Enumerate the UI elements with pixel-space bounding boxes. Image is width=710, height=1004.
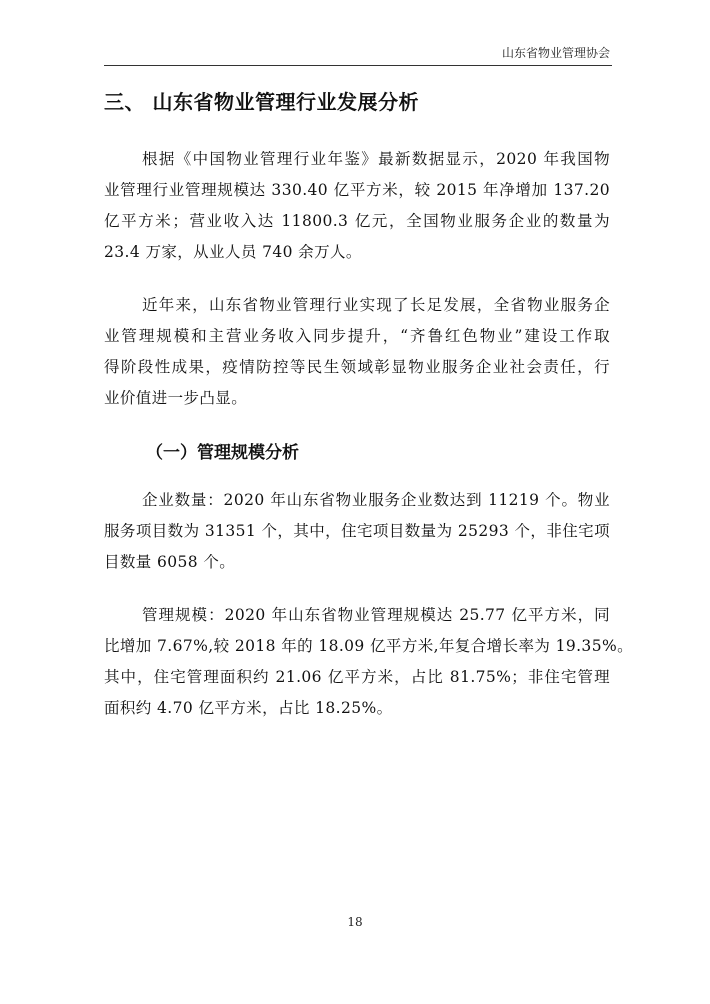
paragraph-line: 业管理规模和主营业务收入同步提升，“齐鲁红色物业”建设工作取 (104, 327, 610, 345)
paragraph-management-scale (104, 600, 633, 724)
paragraph-national-overview (104, 144, 610, 268)
header-org-name: 山东省物业管理协会 (501, 46, 610, 60)
paragraph-line: 近年来，山东省物业管理行业实现了长足发展，全省物业服务企 (142, 296, 610, 314)
paragraph-line: 业管理行业管理规模达 330.40 亿平方米，较 2015 年净增加 137.20 (104, 181, 610, 199)
paragraph-line: 目数量 6058 个。 (104, 553, 236, 571)
paragraph-line: 根据《中国物业管理行业年鉴》最新数据显示，2020 年我国物 (142, 150, 610, 168)
paragraph-shandong-development (104, 290, 610, 414)
paragraph-line: 业价值进一步凸显。 (104, 389, 248, 407)
subsection-title: （一）管理规模分析 (146, 443, 299, 463)
header-divider (104, 65, 612, 66)
paragraph-line: 23.4 万家，从业人员 740 余万人。 (104, 243, 362, 261)
paragraph-line: 得阶段性成果，疫情防控等民生领域彰显物业服务企业社会责任，行 (104, 358, 610, 376)
paragraph-line: 亿平方米；营业收入达 11800.3 亿元，全国物业服务企业的数量为 (104, 212, 610, 230)
paragraph-line: 比增加 7.67%,较 2018 年的 18.09 亿平方米,年复合增长率为 19.35%。 (104, 637, 633, 655)
paragraph-line: 其中，住宅管理面积约 21.06 亿平方米，占比 81.75%；非住宅管理 (104, 668, 610, 686)
page-number: 18 (347, 915, 363, 929)
section-title: 三、 山东省物业管理行业发展分析 (104, 90, 419, 114)
paragraph-line: 面积约 4.70 亿平方米，占比 18.25%。 (104, 699, 393, 717)
paragraph-enterprise-count (104, 485, 610, 578)
paragraph-line: 管理规模：2020 年山东省物业管理规模达 25.77 亿平方米，同 (142, 606, 610, 624)
paragraph-line: 企业数量：2020 年山东省物业服务企业数达到 11219 个。物业 (142, 491, 610, 509)
paragraph-line: 服务项目数为 31351 个，其中，住宅项目数量为 25293 个，非住宅项 (104, 522, 610, 540)
